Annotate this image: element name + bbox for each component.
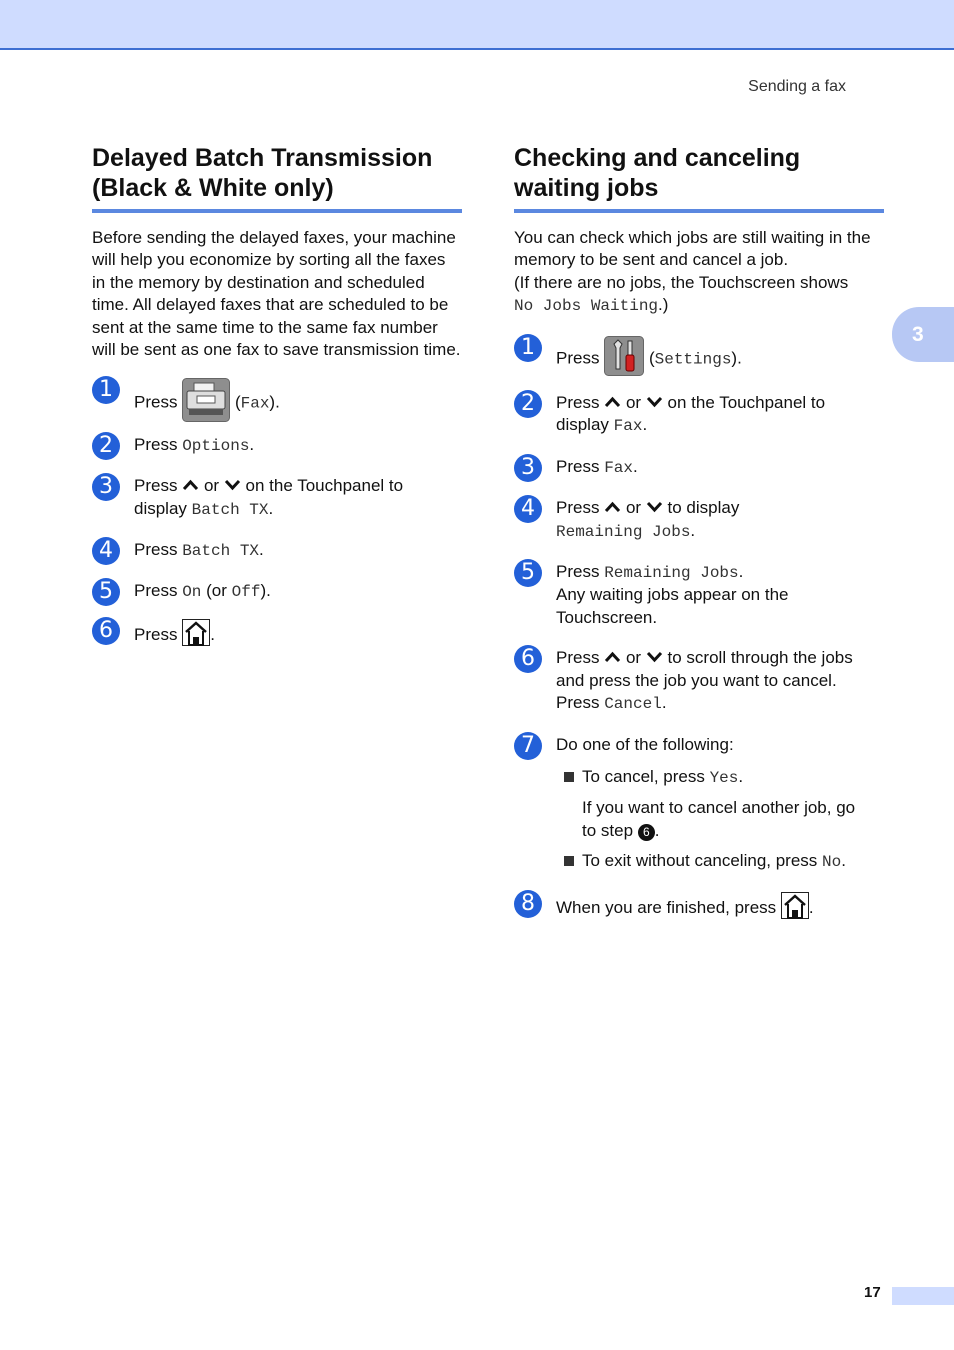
step-1: 1 Press (Fax). [92, 378, 462, 428]
chapter-tab: 3 [892, 307, 954, 362]
step-number: 4 [92, 537, 120, 565]
step-7: 7 Do one of the following: To cancel, press Yes. If you want to cancel another job, go to step 6 . To exit without canceling, press No. [514, 734, 884, 874]
step-5: 5 Press Remaining Jobs. Any waiting jobs appear on the Touchscreen. [514, 561, 884, 629]
intro-paragraph: Before sending the delayed faxes, your machine will help you economize by sorting all the faxes in the memory by destination and scheduled time. All delayed faxes that are scheduled to be sent at the same time to the same fax number will be sent as one fax to save transmission time. [92, 228, 461, 360]
step-reference: 6 [638, 824, 655, 841]
step-6: 6 Press or to scroll through the jobs and press the job you want to cancel. Press Cancel. [514, 647, 884, 715]
section-title-delayed-batch: Delayed Batch Transmission (Black & White only) [92, 143, 462, 213]
step-5: 5 Press On (or Off). [92, 580, 462, 603]
down-arrow-icon [646, 395, 663, 409]
step-number: 5 [92, 578, 120, 606]
step-4: 4 Press Batch TX. [92, 539, 462, 562]
bullet-cancel: To cancel, press Yes. If you want to cancel another job, go to step 6 . [556, 766, 884, 842]
up-arrow-icon [604, 650, 621, 664]
step-number: 5 [514, 559, 542, 587]
step-4: 4 Press or to display Remaining Jobs. [514, 497, 884, 543]
step-3: 3 Press Fax. [514, 456, 884, 479]
step-3: 3 Press or on the Touchpanel to display Batch TX. [92, 475, 462, 521]
step-2: 2 Press Options. [92, 434, 462, 457]
footer-band [892, 1287, 954, 1305]
step-number: 2 [514, 390, 542, 418]
step-number: 3 [514, 454, 542, 482]
up-arrow-icon [604, 395, 621, 409]
bullet-square [564, 772, 574, 782]
home-icon [182, 619, 210, 652]
step-number: 6 [92, 617, 120, 645]
down-arrow-icon [646, 650, 663, 664]
step-6: 6 Press . [92, 619, 462, 652]
up-arrow-icon [182, 478, 199, 492]
bullet-note: If you want to cancel another job, go to step 6 . [582, 798, 856, 840]
step-number: 7 [514, 732, 542, 760]
section-title-checking-canceling: Checking and canceling waiting jobs [514, 143, 884, 213]
step-2: 2 Press or on the Touchpanel to display Fax. [514, 392, 884, 438]
up-arrow-icon [604, 500, 621, 514]
settings-icon [604, 336, 644, 382]
step-number: 6 [514, 645, 542, 673]
bullet-square [564, 856, 574, 866]
step-number: 2 [92, 432, 120, 460]
home-icon [781, 892, 809, 925]
down-arrow-icon [646, 500, 663, 514]
step-number: 4 [514, 495, 542, 523]
page-number: 17 [864, 1284, 881, 1301]
step-number: 1 [92, 376, 120, 404]
step-number: 3 [92, 473, 120, 501]
step-number: 1 [514, 334, 542, 362]
right-column [514, 143, 884, 925]
fax-icon [182, 378, 230, 428]
down-arrow-icon [224, 478, 241, 492]
left-column [92, 143, 462, 652]
running-title: Sending a fax [748, 78, 846, 95]
bullet-exit: To exit without canceling, press No. [556, 850, 884, 873]
intro-paragraph: You can check which jobs are still waiting in the memory to be sent and cancel a job. (If there are no jobs, the Touchscreen shows No Jobs Waiting.) [514, 228, 871, 316]
top-band [0, 0, 954, 50]
step-number: 8 [514, 890, 542, 918]
step-8: 8 When you are finished, press . [514, 892, 884, 925]
step-1: 1 Press (Settings). [514, 336, 884, 382]
